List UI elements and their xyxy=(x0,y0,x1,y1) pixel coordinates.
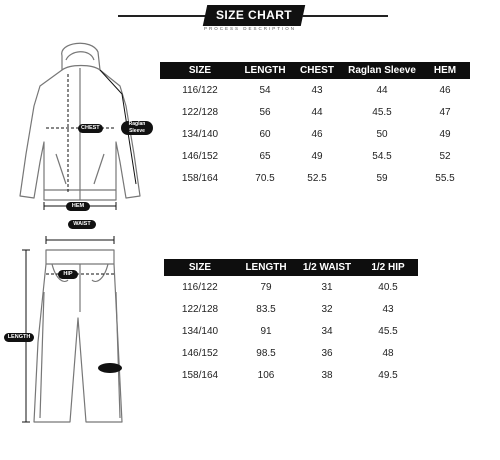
table-cell: 49 xyxy=(311,150,323,162)
table-cell: 116/122 xyxy=(182,281,218,293)
table-cell: 158/164 xyxy=(181,369,219,381)
table-header-row xyxy=(164,259,418,276)
table-cell: 146/152 xyxy=(181,347,219,359)
table-cell: 52 xyxy=(439,150,451,162)
table-cell: 52.5 xyxy=(307,172,327,184)
table-row xyxy=(160,79,470,101)
length-label: LENGTH xyxy=(4,333,34,342)
table-cell: 56 xyxy=(259,106,271,118)
column-header: SIZE xyxy=(160,62,240,79)
table-row xyxy=(164,364,418,386)
header-rule-right xyxy=(302,15,388,17)
table-row xyxy=(164,342,418,364)
table-cell: 122/128 xyxy=(181,303,219,315)
table-row xyxy=(160,101,470,123)
table-cell: 65 xyxy=(259,150,271,162)
table-cell: 106 xyxy=(257,369,275,381)
table-cell: 70.5 xyxy=(255,172,275,184)
table-cell: 83.5 xyxy=(256,303,276,315)
table-cell: 146/152 xyxy=(181,150,219,162)
table-cell: 49.5 xyxy=(378,369,398,381)
table-cell: 116/122 xyxy=(182,84,218,96)
column-header: LENGTH xyxy=(240,62,290,79)
table-row xyxy=(160,123,470,145)
table-cell: 122/128 xyxy=(181,106,219,118)
column-header: Raglan Sleeve xyxy=(344,62,420,79)
table-cell: 44 xyxy=(311,106,323,118)
size-chart-title: SIZE CHART xyxy=(203,5,305,26)
waist-label: WAIST xyxy=(68,220,96,229)
table-cell: 40.5 xyxy=(378,281,398,293)
table-cell: 158/164 xyxy=(181,172,219,184)
table-cell: 43 xyxy=(382,303,394,315)
column-header: CHEST xyxy=(290,62,344,79)
table-cell: 50 xyxy=(376,128,388,140)
table-cell: 59 xyxy=(376,172,388,184)
jacket-size-table xyxy=(160,62,470,189)
table-cell: 49 xyxy=(439,128,451,140)
sleeve-label: Raglan Sleeve xyxy=(121,121,153,135)
table-cell: 54 xyxy=(259,84,271,96)
table-cell: 43 xyxy=(311,84,323,96)
column-header: 1/2 HIP xyxy=(358,259,418,276)
size-chart-header xyxy=(0,0,500,34)
table-cell: 54.5 xyxy=(372,150,392,162)
table-cell: 32 xyxy=(321,303,333,315)
table-cell: 79 xyxy=(260,281,272,293)
table-row xyxy=(164,298,418,320)
table-cell: 45.5 xyxy=(378,325,398,337)
table-row xyxy=(164,276,418,298)
table-row xyxy=(160,145,470,167)
hip-label: HIP xyxy=(58,270,78,279)
table-cell: 134/140 xyxy=(181,128,219,140)
column-header: SIZE xyxy=(164,259,236,276)
table-cell: 46 xyxy=(439,84,451,96)
table-cell: 47 xyxy=(439,106,451,118)
table-cell: 31 xyxy=(321,281,333,293)
table-cell: 98.5 xyxy=(256,347,276,359)
table-cell: 91 xyxy=(260,325,272,337)
table-cell: 36 xyxy=(321,347,333,359)
header-subtitle: PROCESS DESCRIPTION xyxy=(203,26,296,31)
table-header-row xyxy=(160,62,470,79)
table-cell: 45.5 xyxy=(372,106,392,118)
table-cell: 46 xyxy=(311,128,323,140)
table-cell: 48 xyxy=(382,347,394,359)
table-cell: 55.5 xyxy=(435,172,455,184)
column-header: 1/2 WAIST xyxy=(296,259,358,276)
pants-size-table xyxy=(164,259,418,386)
chest-label: CHEST xyxy=(78,124,103,133)
table-row xyxy=(160,167,470,189)
header-rule-left xyxy=(118,15,206,17)
hem-label: HEM xyxy=(66,202,90,211)
table-cell: 44 xyxy=(376,84,388,96)
column-header: LENGTH xyxy=(236,259,296,276)
table-row xyxy=(164,320,418,342)
table-cell: 34 xyxy=(321,325,333,337)
column-header: HEM xyxy=(420,62,470,79)
table-cell: 38 xyxy=(321,369,333,381)
table-cell: 60 xyxy=(259,128,271,140)
table-cell: 134/140 xyxy=(181,325,219,337)
